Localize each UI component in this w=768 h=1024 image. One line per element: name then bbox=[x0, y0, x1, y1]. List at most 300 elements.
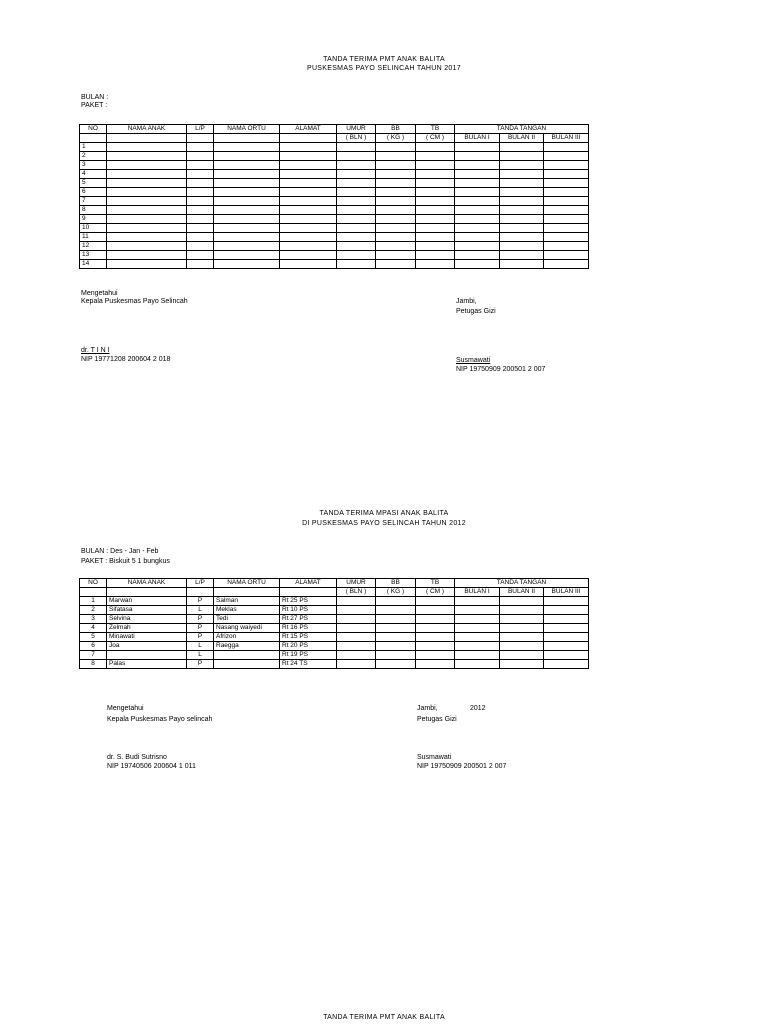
table-row bbox=[80, 624, 589, 633]
form1-subtitle: PUSKESMAS PAYO SELINCAH TAHUN 2017 bbox=[306, 65, 461, 72]
form1-table bbox=[79, 124, 589, 269]
empty-cell bbox=[544, 615, 589, 624]
empty-cell bbox=[500, 660, 544, 669]
empty-cell bbox=[416, 642, 455, 651]
empty-cell bbox=[107, 215, 187, 224]
address-cell: Rt 24 TS bbox=[280, 660, 337, 669]
empty-cell bbox=[280, 188, 337, 197]
empty-cell bbox=[416, 143, 455, 152]
row-number: 3 bbox=[80, 161, 107, 170]
row-number: 7 bbox=[80, 197, 107, 206]
empty-cell bbox=[280, 215, 337, 224]
table-row bbox=[80, 615, 589, 624]
gender-cell: P bbox=[187, 597, 214, 606]
empty-cell bbox=[544, 197, 589, 206]
empty-cell bbox=[416, 179, 455, 188]
empty-cell bbox=[416, 215, 455, 224]
empty-cell bbox=[376, 606, 416, 615]
empty-cell bbox=[544, 170, 589, 179]
empty-cell bbox=[214, 152, 280, 161]
empty-cell bbox=[500, 251, 544, 260]
empty-cell bbox=[337, 624, 376, 633]
form2-title: TANDA TERIMA MPASI ANAK BALITA bbox=[319, 510, 449, 517]
table-row bbox=[80, 642, 589, 651]
empty-cell bbox=[376, 615, 416, 624]
table-row bbox=[80, 170, 589, 179]
form1-nip-dokter: NIP 19771208 200604 2 018 bbox=[81, 356, 171, 363]
header-tb: TB bbox=[416, 125, 455, 134]
empty-cell bbox=[107, 161, 187, 170]
empty-cell bbox=[376, 197, 416, 206]
table-row bbox=[80, 197, 589, 206]
table-row bbox=[80, 260, 589, 269]
empty-cell bbox=[107, 143, 187, 152]
empty-cell bbox=[416, 242, 455, 251]
header-bulan-2: BULAN II bbox=[500, 134, 544, 143]
empty-cell bbox=[376, 260, 416, 269]
empty-cell bbox=[337, 233, 376, 242]
empty-cell bbox=[337, 606, 376, 615]
row-number: 13 bbox=[80, 251, 107, 260]
empty-cell bbox=[376, 143, 416, 152]
empty-cell bbox=[214, 188, 280, 197]
empty-cell bbox=[337, 224, 376, 233]
header-bb-unit: ( KG ) bbox=[376, 588, 416, 597]
row-number: 2 bbox=[80, 152, 107, 161]
empty-cell bbox=[187, 206, 214, 215]
empty-cell bbox=[455, 260, 500, 269]
empty-cell bbox=[544, 606, 589, 615]
empty-cell bbox=[376, 651, 416, 660]
empty-cell bbox=[214, 143, 280, 152]
empty-cell bbox=[455, 215, 500, 224]
empty-cell bbox=[187, 242, 214, 251]
empty-cell bbox=[416, 224, 455, 233]
empty-cell bbox=[500, 242, 544, 251]
header-tanda-tangan: TANDA TANGAN bbox=[455, 125, 589, 134]
header-bulan-1: BULAN I bbox=[455, 134, 500, 143]
empty-cell bbox=[107, 188, 187, 197]
empty-cell bbox=[416, 597, 455, 606]
empty-cell bbox=[544, 233, 589, 242]
empty-cell bbox=[280, 233, 337, 242]
empty-cell bbox=[455, 152, 500, 161]
empty-cell bbox=[416, 651, 455, 660]
table-row bbox=[80, 152, 589, 161]
empty-cell bbox=[376, 224, 416, 233]
empty-cell bbox=[376, 170, 416, 179]
empty-cell bbox=[337, 161, 376, 170]
empty-cell bbox=[376, 215, 416, 224]
empty-cell bbox=[455, 170, 500, 179]
empty-cell bbox=[416, 233, 455, 242]
row-number: 6 bbox=[80, 642, 107, 651]
row-number: 4 bbox=[80, 624, 107, 633]
empty-cell bbox=[416, 615, 455, 624]
empty-cell bbox=[337, 615, 376, 624]
empty-cell bbox=[376, 251, 416, 260]
empty-cell bbox=[107, 242, 187, 251]
empty-cell bbox=[280, 197, 337, 206]
gender-cell: L bbox=[187, 642, 214, 651]
empty-cell bbox=[455, 242, 500, 251]
empty-cell bbox=[455, 651, 500, 660]
address-cell: Rt 27 PS bbox=[280, 615, 337, 624]
form2-nip-petugas: NIP 19750909 200501 2 007 bbox=[417, 763, 507, 770]
parent-name-cell: Meklas bbox=[214, 606, 280, 615]
empty-cell bbox=[337, 188, 376, 197]
empty-cell bbox=[107, 206, 187, 215]
empty-cell bbox=[416, 606, 455, 615]
row-number: 4 bbox=[80, 170, 107, 179]
empty-cell bbox=[416, 197, 455, 206]
empty-cell bbox=[376, 179, 416, 188]
empty-cell bbox=[544, 224, 589, 233]
empty-cell bbox=[376, 633, 416, 642]
empty-cell bbox=[187, 161, 214, 170]
parent-name-cell: Salman bbox=[214, 597, 280, 606]
empty-cell bbox=[416, 633, 455, 642]
form2-subtitle: DI PUSKESMAS PAYO SELINCAH TAHUN 2012 bbox=[302, 520, 466, 527]
form1-kepala: Kepala Puskesmas Payo Selincah bbox=[81, 298, 188, 305]
form2-dokter: dr. S. Budi Sutrisno bbox=[107, 754, 167, 761]
parent-name-cell: Nasang waiyedi bbox=[214, 624, 280, 633]
empty-cell bbox=[500, 624, 544, 633]
table-row bbox=[80, 606, 589, 615]
table-row bbox=[80, 651, 589, 660]
row-number: 12 bbox=[80, 242, 107, 251]
empty-cell bbox=[107, 197, 187, 206]
table-row bbox=[80, 206, 589, 215]
empty-cell bbox=[544, 660, 589, 669]
empty-cell bbox=[416, 188, 455, 197]
empty-cell bbox=[376, 161, 416, 170]
header-no: NO bbox=[80, 579, 107, 588]
form1-petugas: Petugas Gizi bbox=[456, 308, 496, 315]
table-row bbox=[80, 251, 589, 260]
address-cell: Rt 20 PS bbox=[280, 642, 337, 651]
empty-cell bbox=[280, 224, 337, 233]
empty-cell bbox=[500, 633, 544, 642]
empty-cell bbox=[544, 633, 589, 642]
empty-cell bbox=[416, 624, 455, 633]
empty-cell bbox=[337, 206, 376, 215]
empty-cell bbox=[107, 251, 187, 260]
header-umur: UMUR bbox=[337, 579, 376, 588]
empty-cell bbox=[455, 597, 500, 606]
row-number: 7 bbox=[80, 651, 107, 660]
empty-cell bbox=[416, 660, 455, 669]
row-number: 5 bbox=[80, 633, 107, 642]
empty-cell bbox=[544, 260, 589, 269]
empty-cell bbox=[500, 651, 544, 660]
empty-cell bbox=[455, 197, 500, 206]
table-row bbox=[80, 233, 589, 242]
empty-cell bbox=[187, 143, 214, 152]
empty-cell bbox=[455, 251, 500, 260]
table-row bbox=[80, 660, 589, 669]
empty-cell bbox=[500, 197, 544, 206]
empty-cell bbox=[376, 597, 416, 606]
empty-cell bbox=[376, 206, 416, 215]
header-alamat: ALAMAT bbox=[280, 579, 337, 588]
empty-cell bbox=[337, 642, 376, 651]
empty-cell bbox=[280, 170, 337, 179]
empty-cell bbox=[416, 251, 455, 260]
form2-jambi: Jambi, bbox=[417, 705, 438, 712]
empty-cell bbox=[337, 242, 376, 251]
empty-cell bbox=[500, 179, 544, 188]
empty-cell bbox=[455, 633, 500, 642]
empty-cell bbox=[107, 170, 187, 179]
address-cell: Rt 19 PS bbox=[280, 651, 337, 660]
empty-cell bbox=[544, 642, 589, 651]
empty-cell bbox=[214, 206, 280, 215]
child-name-cell: Palas bbox=[107, 660, 187, 669]
empty-cell bbox=[500, 597, 544, 606]
header-tanda-tangan: TANDA TANGAN bbox=[455, 579, 589, 588]
row-number: 14 bbox=[80, 260, 107, 269]
row-number: 1 bbox=[80, 143, 107, 152]
empty-cell bbox=[337, 152, 376, 161]
header-bb-unit: ( KG ) bbox=[376, 134, 416, 143]
empty-cell bbox=[214, 170, 280, 179]
empty-cell bbox=[544, 152, 589, 161]
header-tb-unit: ( CM ) bbox=[416, 134, 455, 143]
empty-cell bbox=[337, 651, 376, 660]
empty-cell bbox=[187, 179, 214, 188]
address-cell: Rt 25 PS bbox=[280, 597, 337, 606]
empty-cell bbox=[376, 188, 416, 197]
empty-cell bbox=[455, 606, 500, 615]
form1-bulan-label: BULAN : bbox=[81, 94, 109, 101]
empty-cell bbox=[187, 215, 214, 224]
empty-cell bbox=[416, 206, 455, 215]
gender-cell: P bbox=[187, 615, 214, 624]
empty-cell bbox=[187, 152, 214, 161]
empty-cell bbox=[376, 242, 416, 251]
parent-name-cell bbox=[214, 660, 280, 669]
empty-cell bbox=[337, 660, 376, 669]
empty-cell bbox=[500, 224, 544, 233]
form2-kepala: Kepala Puskesmas Payo selincah bbox=[107, 716, 213, 723]
empty-cell bbox=[544, 188, 589, 197]
table-row bbox=[80, 179, 589, 188]
empty-cell bbox=[500, 143, 544, 152]
empty-cell bbox=[544, 143, 589, 152]
empty-cell bbox=[280, 152, 337, 161]
empty-cell bbox=[214, 224, 280, 233]
address-cell: Rt 16 PS bbox=[280, 624, 337, 633]
empty-cell bbox=[280, 206, 337, 215]
empty-cell bbox=[280, 161, 337, 170]
form1-title: TANDA TERIMA PMT ANAK BALITA bbox=[323, 56, 445, 63]
empty-cell bbox=[214, 251, 280, 260]
empty-cell bbox=[416, 152, 455, 161]
form2-mengetahui: Mengetahui bbox=[107, 705, 144, 712]
empty-cell bbox=[500, 206, 544, 215]
gender-cell: P bbox=[187, 624, 214, 633]
empty-cell bbox=[455, 143, 500, 152]
parent-name-cell: Raegga bbox=[214, 642, 280, 651]
row-number: 10 bbox=[80, 224, 107, 233]
empty-cell bbox=[500, 233, 544, 242]
gender-cell: L bbox=[187, 651, 214, 660]
empty-cell bbox=[416, 260, 455, 269]
empty-cell bbox=[455, 660, 500, 669]
form1-petugas-nama: Susmawati bbox=[456, 357, 491, 364]
empty-cell bbox=[500, 161, 544, 170]
empty-cell bbox=[187, 197, 214, 206]
empty-cell bbox=[455, 206, 500, 215]
child-name-cell: Sifatasa bbox=[107, 606, 187, 615]
table-row bbox=[80, 597, 589, 606]
row-number: 8 bbox=[80, 206, 107, 215]
empty-cell bbox=[544, 206, 589, 215]
empty-cell bbox=[280, 260, 337, 269]
header-umur: UMUR bbox=[337, 125, 376, 134]
header-bb: BB bbox=[376, 579, 416, 588]
empty-cell bbox=[214, 260, 280, 269]
row-number: 1 bbox=[80, 597, 107, 606]
form1-dokter: dr. T I N I bbox=[81, 347, 110, 354]
form1-paket-label: PAKET : bbox=[81, 102, 108, 109]
empty-cell bbox=[337, 597, 376, 606]
empty-cell bbox=[500, 615, 544, 624]
header-bulan-3: BULAN III bbox=[544, 134, 589, 143]
empty-cell bbox=[544, 651, 589, 660]
gender-cell: L bbox=[187, 606, 214, 615]
empty-cell bbox=[500, 215, 544, 224]
header-bulan-1: BULAN I bbox=[455, 588, 500, 597]
empty-cell bbox=[416, 170, 455, 179]
empty-cell bbox=[187, 188, 214, 197]
table-row bbox=[80, 161, 589, 170]
empty-cell bbox=[500, 606, 544, 615]
form2-table bbox=[79, 578, 589, 669]
header-bulan-2: BULAN II bbox=[500, 588, 544, 597]
empty-cell bbox=[500, 188, 544, 197]
empty-cell bbox=[187, 260, 214, 269]
empty-cell bbox=[455, 179, 500, 188]
empty-cell bbox=[455, 224, 500, 233]
empty-cell bbox=[107, 260, 187, 269]
empty-cell bbox=[376, 233, 416, 242]
form2-paket: PAKET : Biskuit 5 1 bungkus bbox=[81, 558, 170, 565]
empty-cell bbox=[187, 233, 214, 242]
empty-cell bbox=[337, 633, 376, 642]
row-number: 5 bbox=[80, 179, 107, 188]
form1-mengetahui: Mengetahui bbox=[81, 290, 118, 297]
header-lp: L/P bbox=[187, 125, 214, 134]
empty-cell bbox=[337, 215, 376, 224]
table-row bbox=[80, 215, 589, 224]
row-number: 2 bbox=[80, 606, 107, 615]
empty-cell bbox=[544, 215, 589, 224]
empty-cell bbox=[107, 152, 187, 161]
form2-petugas-nama: Susmawati bbox=[417, 754, 452, 761]
form3-title: TANDA TERIMA PMT ANAK BALITA bbox=[323, 1014, 445, 1021]
empty-cell bbox=[107, 224, 187, 233]
empty-cell bbox=[337, 143, 376, 152]
child-name-cell: Zelmah bbox=[107, 624, 187, 633]
empty-cell bbox=[455, 233, 500, 242]
table-row bbox=[80, 143, 589, 152]
header-bulan-3: BULAN III bbox=[544, 588, 589, 597]
empty-cell bbox=[107, 233, 187, 242]
header-nama-anak: NAMA ANAK bbox=[107, 579, 187, 588]
table-row bbox=[80, 224, 589, 233]
child-name-cell: Minawati bbox=[107, 633, 187, 642]
table-row bbox=[80, 242, 589, 251]
empty-cell bbox=[455, 642, 500, 651]
row-number: 8 bbox=[80, 660, 107, 669]
empty-cell bbox=[544, 251, 589, 260]
empty-cell bbox=[500, 260, 544, 269]
header-umur-unit: ( BLN ) bbox=[337, 134, 376, 143]
empty-cell bbox=[280, 179, 337, 188]
address-cell: Rt 15 PS bbox=[280, 633, 337, 642]
parent-name-cell: Tedi bbox=[214, 615, 280, 624]
empty-cell bbox=[416, 161, 455, 170]
empty-cell bbox=[544, 242, 589, 251]
empty-cell bbox=[280, 143, 337, 152]
empty-cell bbox=[376, 152, 416, 161]
empty-cell bbox=[376, 660, 416, 669]
empty-cell bbox=[337, 170, 376, 179]
empty-cell bbox=[187, 170, 214, 179]
empty-cell bbox=[455, 624, 500, 633]
empty-cell bbox=[455, 615, 500, 624]
empty-cell bbox=[455, 161, 500, 170]
empty-cell bbox=[214, 215, 280, 224]
empty-cell bbox=[376, 624, 416, 633]
empty-cell bbox=[214, 179, 280, 188]
address-cell: Rt 10 PS bbox=[280, 606, 337, 615]
form2-petugas: Petugas Gizi bbox=[417, 716, 457, 723]
header-tb-unit: ( CM ) bbox=[416, 588, 455, 597]
header-umur-unit: ( BLN ) bbox=[337, 588, 376, 597]
table-row bbox=[80, 633, 589, 642]
header-lp: L/P bbox=[187, 579, 214, 588]
child-name-cell: Joa bbox=[107, 642, 187, 651]
empty-cell bbox=[280, 251, 337, 260]
empty-cell bbox=[214, 161, 280, 170]
header-alamat: ALAMAT bbox=[280, 125, 337, 134]
child-name-cell bbox=[107, 651, 187, 660]
empty-cell bbox=[214, 242, 280, 251]
empty-cell bbox=[337, 197, 376, 206]
parent-name-cell: Afrizon bbox=[214, 633, 280, 642]
form2-nip-dokter: NIP 19740506 200604 1 011 bbox=[107, 763, 196, 770]
empty-cell bbox=[214, 197, 280, 206]
empty-cell bbox=[214, 233, 280, 242]
gender-cell: P bbox=[187, 633, 214, 642]
header-nama-ortu: NAMA ORTU bbox=[214, 579, 280, 588]
empty-cell bbox=[280, 242, 337, 251]
empty-cell bbox=[107, 179, 187, 188]
header-bb: BB bbox=[376, 125, 416, 134]
empty-cell bbox=[500, 170, 544, 179]
empty-cell bbox=[455, 188, 500, 197]
empty-cell bbox=[500, 152, 544, 161]
form2-bulan: BULAN : Des - Jan - Feb bbox=[81, 548, 159, 555]
empty-cell bbox=[337, 251, 376, 260]
empty-cell bbox=[544, 179, 589, 188]
form2-tahun: 2012 bbox=[470, 705, 486, 712]
empty-cell bbox=[544, 624, 589, 633]
form1-jambi: Jambi, bbox=[456, 298, 477, 305]
